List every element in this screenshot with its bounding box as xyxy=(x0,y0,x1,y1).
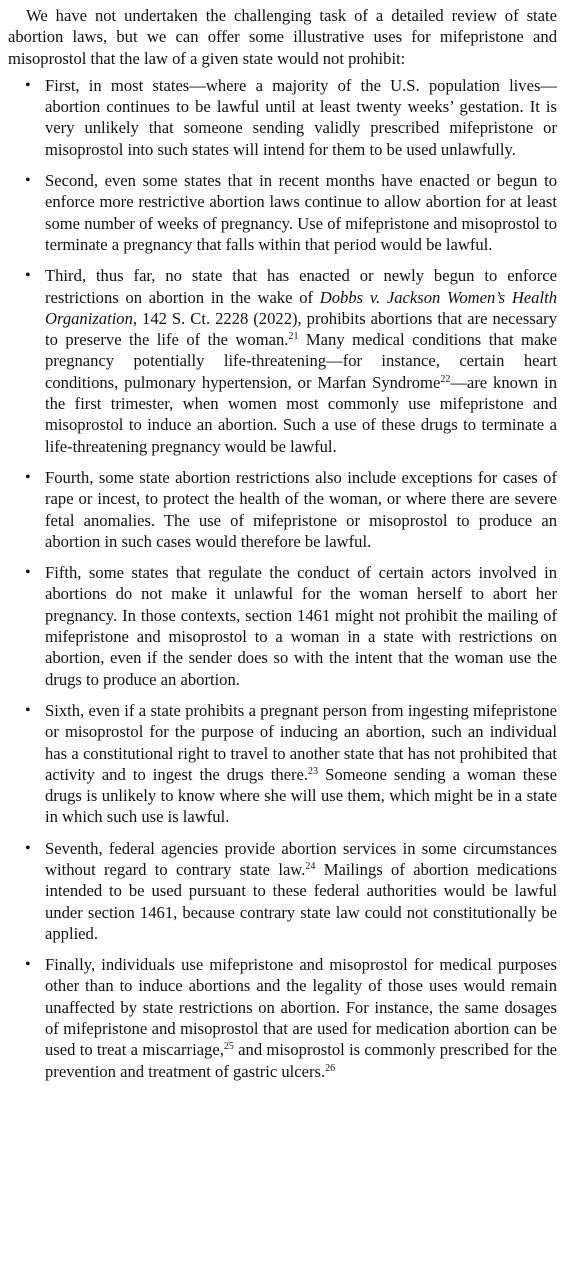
bullet-dot-icon: • xyxy=(25,839,31,857)
list-item-text-part: —are known in the first trimester, when women most commonly use mifepristone and misoprostol to induce an abortion. Such a use of these drugs to terminate a life-threatening pregnancy would be lawful. xyxy=(45,372,557,456)
list-item-text: Second, even some states that in recent months have enacted or begun to enforce more restrictive abortion laws continue to allow abortion for at least some number of weeks of pregnancy. Use of mifepristone and misoprostol to terminate a pregnancy that falls within that period would be lawful. xyxy=(45,171,557,254)
bullet-dot-icon: • xyxy=(25,172,31,190)
footnote-ref: 23 xyxy=(308,765,319,777)
list-item-text-part: , 142 S. Ct. 2228 (2022), prohibits abortions that are necessary to preserve the life of the woman. xyxy=(45,308,557,350)
list-item-seventh xyxy=(8,838,557,944)
list-item-text-part: Seventh, federal agencies provide abortion services in some circumstances without regard to contrary state law. xyxy=(45,838,557,879)
list-item-sixth xyxy=(8,700,557,828)
list-item-third xyxy=(8,265,557,457)
bullet-dot-icon: • xyxy=(25,468,31,486)
list-item-text-part: Many medical conditions that make pregnancy potentially life-threatening—for instance, certain heart conditions, pulmonary hypertension, or Marfan Syndrome xyxy=(45,330,557,392)
list-item-text-part: and misoprostol is commonly prescribed for the prevention and treatment of gastric ulcers. xyxy=(45,1040,557,1081)
footnote-ref: 26 xyxy=(325,1062,336,1074)
list-item-text-part: Mailings of abortion medications intended to be used pursuant to these federal authorities would be lawful under section 1461, because contrary state law could not constitutionally be applied. xyxy=(45,859,558,943)
list-item-finally xyxy=(8,954,557,1082)
list-item-text-part: Third, thus far, no state that has enacted or newly begun to enforce restrictions on abortion in the wake of xyxy=(45,266,557,307)
list-item-first xyxy=(8,75,557,160)
footnote-ref: 24 xyxy=(305,860,316,872)
list-item-fifth xyxy=(8,562,557,690)
bullet-list xyxy=(8,75,557,1082)
case-citation: Dobbs v. Jackson Women’s Health Organization xyxy=(45,287,557,328)
footnote-ref: 25 xyxy=(223,1041,234,1053)
bullet-dot-icon: • xyxy=(25,76,31,94)
list-item-text-part: Finally, individuals use mifepristone and misoprostol for medical purposes other than to induce abortions and the legality of those uses would remain unaffected by state restrictions on abortion. For instance, the same dosages of mifepristone and misoprostol that are used for medication abortion can be used to treat a miscarriage, xyxy=(45,955,557,1060)
list-item-second xyxy=(8,170,557,255)
footnote-ref: 22 xyxy=(440,373,451,385)
list-item-text-part: Someone sending a woman these drugs is unlikely to know where she will use them, which might be in a state in which such use is lawful. xyxy=(45,764,557,827)
bullet-dot-icon: • xyxy=(25,701,31,719)
list-item-text: Fourth, some state abortion restrictions also include exceptions for cases of rape or incest, to protect the health of the woman, or where there are severe fetal anomalies. The use of mifepristone or misoprostol to produce an abortion in such cases would therefore be lawful. xyxy=(45,467,557,551)
bullet-dot-icon: • xyxy=(25,267,31,285)
footnote-ref: 21 xyxy=(288,331,299,343)
list-item-text: Fifth, some states that regulate the conduct of certain actors involved in abortions do not make it unlawful for the woman herself to abort her pregnancy. In those contexts, section 1461 might not prohibit the mailing of mifepristone and misoprostol to a woman in a state with restrictions on abortion, even if the sender does so with the intent that the woman use the drugs to produce an abortion. xyxy=(45,563,557,689)
bullet-dot-icon: • xyxy=(25,956,31,974)
list-item-text: First, in most states—where a majority of the U.S. population lives—abortion continues to be lawful until at least twenty weeks’ gestation. It is very unlikely that someone sending validly prescribed mifepristone or misoprostol into such states will intend for them to be used unlawfully. xyxy=(45,75,557,159)
intro-paragraph: We have not undertaken the challenging task of a detailed review of state abortion laws, but we can offer some illustrative uses for mifepristone and misoprostol that the law of a given state would not prohibit: xyxy=(8,6,557,68)
list-item-text-part: Sixth, even if a state prohibits a pregnant person from ingesting mifepristone or misoprostol for the purpose of inducing an abortion, such an individual has a constitutional right to travel to another state that has not prohibited that activity and to ingest the drugs there. xyxy=(45,700,557,784)
bullet-dot-icon: • xyxy=(25,564,31,582)
list-item-fourth xyxy=(8,467,557,552)
